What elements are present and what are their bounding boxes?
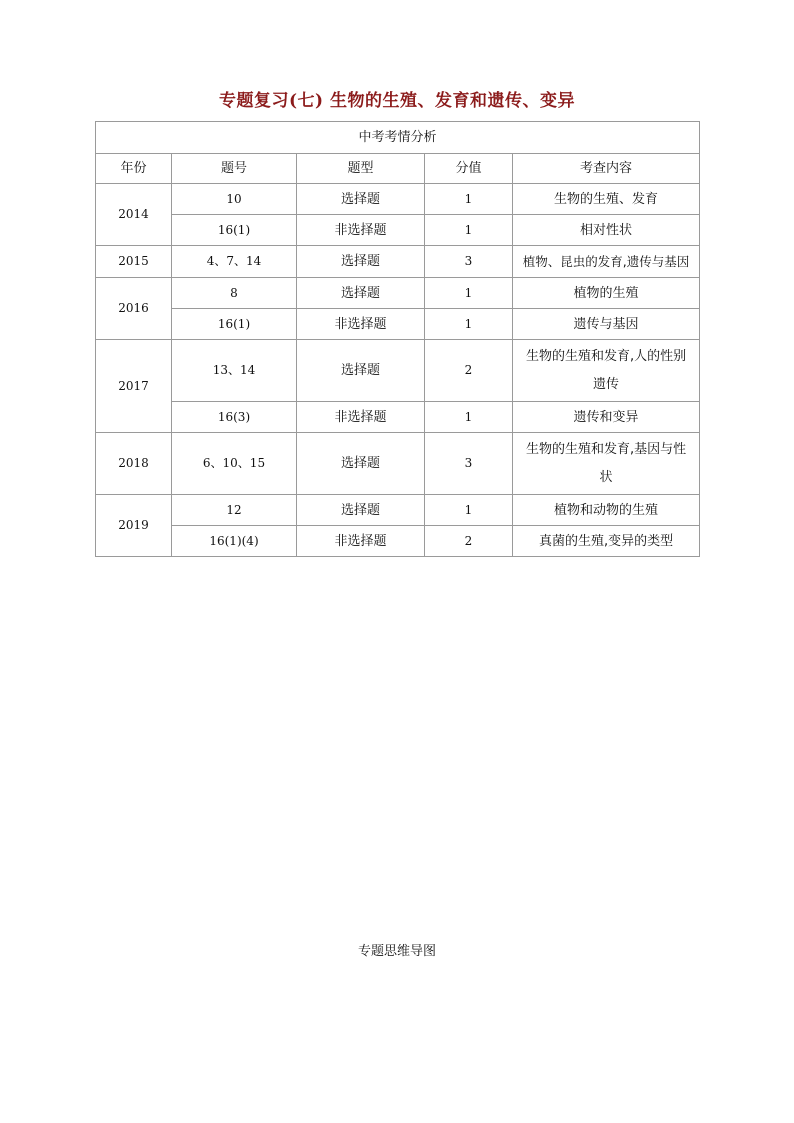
score-cell: 1	[425, 495, 513, 526]
header-score: 分值	[425, 154, 513, 184]
year-cell: 2016	[96, 278, 172, 340]
header-content: 考查内容	[513, 154, 700, 184]
year-cell: 2017	[96, 340, 172, 433]
content-cell	[513, 433, 700, 495]
table-caption-row	[96, 122, 700, 154]
table-caption: 中考考情分析	[96, 122, 700, 154]
score-cell: 2	[425, 526, 513, 557]
page-title: 专题复习(七) 生物的生殖、发育和遗传、变异	[218, 91, 575, 111]
type-cell: 选择题	[297, 340, 425, 402]
table-row	[96, 278, 700, 309]
year-cell: 2018	[96, 433, 172, 495]
number-cell: 16(1)	[172, 309, 297, 340]
type-cell: 选择题	[297, 246, 425, 278]
content-cell: 生物的生殖、发育	[513, 184, 700, 215]
table-row	[96, 340, 700, 402]
type-cell: 非选择题	[297, 526, 425, 557]
type-cell: 选择题	[297, 433, 425, 495]
score-cell: 1	[425, 215, 513, 246]
header-number: 题号	[172, 154, 297, 184]
number-cell: 16(3)	[172, 402, 297, 433]
content-line: 遗传	[593, 376, 620, 392]
year-cell: 2014	[96, 184, 172, 246]
type-cell: 非选择题	[297, 309, 425, 340]
content-cell: 真菌的生殖,变异的类型	[513, 526, 700, 557]
score-cell: 3	[425, 433, 513, 495]
content-cell: 植物的生殖	[513, 278, 700, 309]
content-cell: 遗传和变异	[513, 402, 700, 433]
exam-analysis-table	[95, 121, 700, 557]
score-cell: 1	[425, 184, 513, 215]
number-cell: 8	[172, 278, 297, 309]
table-header-row	[96, 154, 700, 184]
content-cell	[513, 340, 700, 402]
table-row	[96, 495, 700, 526]
table-row	[96, 402, 700, 433]
year-cell: 2015	[96, 246, 172, 278]
content-line: 生物的生殖和发育,人的性别	[525, 348, 687, 364]
score-cell: 2	[425, 340, 513, 402]
type-cell: 选择题	[297, 495, 425, 526]
score-cell: 1	[425, 402, 513, 433]
type-cell: 选择题	[297, 278, 425, 309]
table-row	[96, 433, 700, 495]
header-type: 题型	[297, 154, 425, 184]
score-cell: 3	[425, 246, 513, 278]
score-cell: 1	[425, 309, 513, 340]
number-cell: 10	[172, 184, 297, 215]
score-cell: 1	[425, 278, 513, 309]
content-line: 状	[599, 469, 613, 485]
content-cell: 植物和动物的生殖	[513, 495, 700, 526]
content-cell: 遗传与基因	[513, 309, 700, 340]
number-cell: 16(1)(4)	[172, 526, 297, 557]
number-cell: 16(1)	[172, 215, 297, 246]
table-row	[96, 309, 700, 340]
mind-map-heading: 专题思维导图	[357, 944, 436, 959]
content-line: 生物的生殖和发育,基因与性	[525, 441, 687, 457]
number-cell: 12	[172, 495, 297, 526]
table-row	[96, 184, 700, 215]
number-cell: 4、7、14	[172, 246, 297, 278]
table-row	[96, 526, 700, 557]
table-row	[96, 215, 700, 246]
number-cell: 6、10、15	[172, 433, 297, 495]
year-cell: 2019	[96, 495, 172, 557]
content-cell: 相对性状	[513, 215, 700, 246]
type-cell: 选择题	[297, 184, 425, 215]
content-cell: 植物、昆虫的发育,遗传与基因	[513, 246, 700, 278]
type-cell: 非选择题	[297, 402, 425, 433]
table-row	[96, 246, 700, 278]
type-cell: 非选择题	[297, 215, 425, 246]
header-year: 年份	[96, 154, 172, 184]
number-cell: 13、14	[172, 340, 297, 402]
